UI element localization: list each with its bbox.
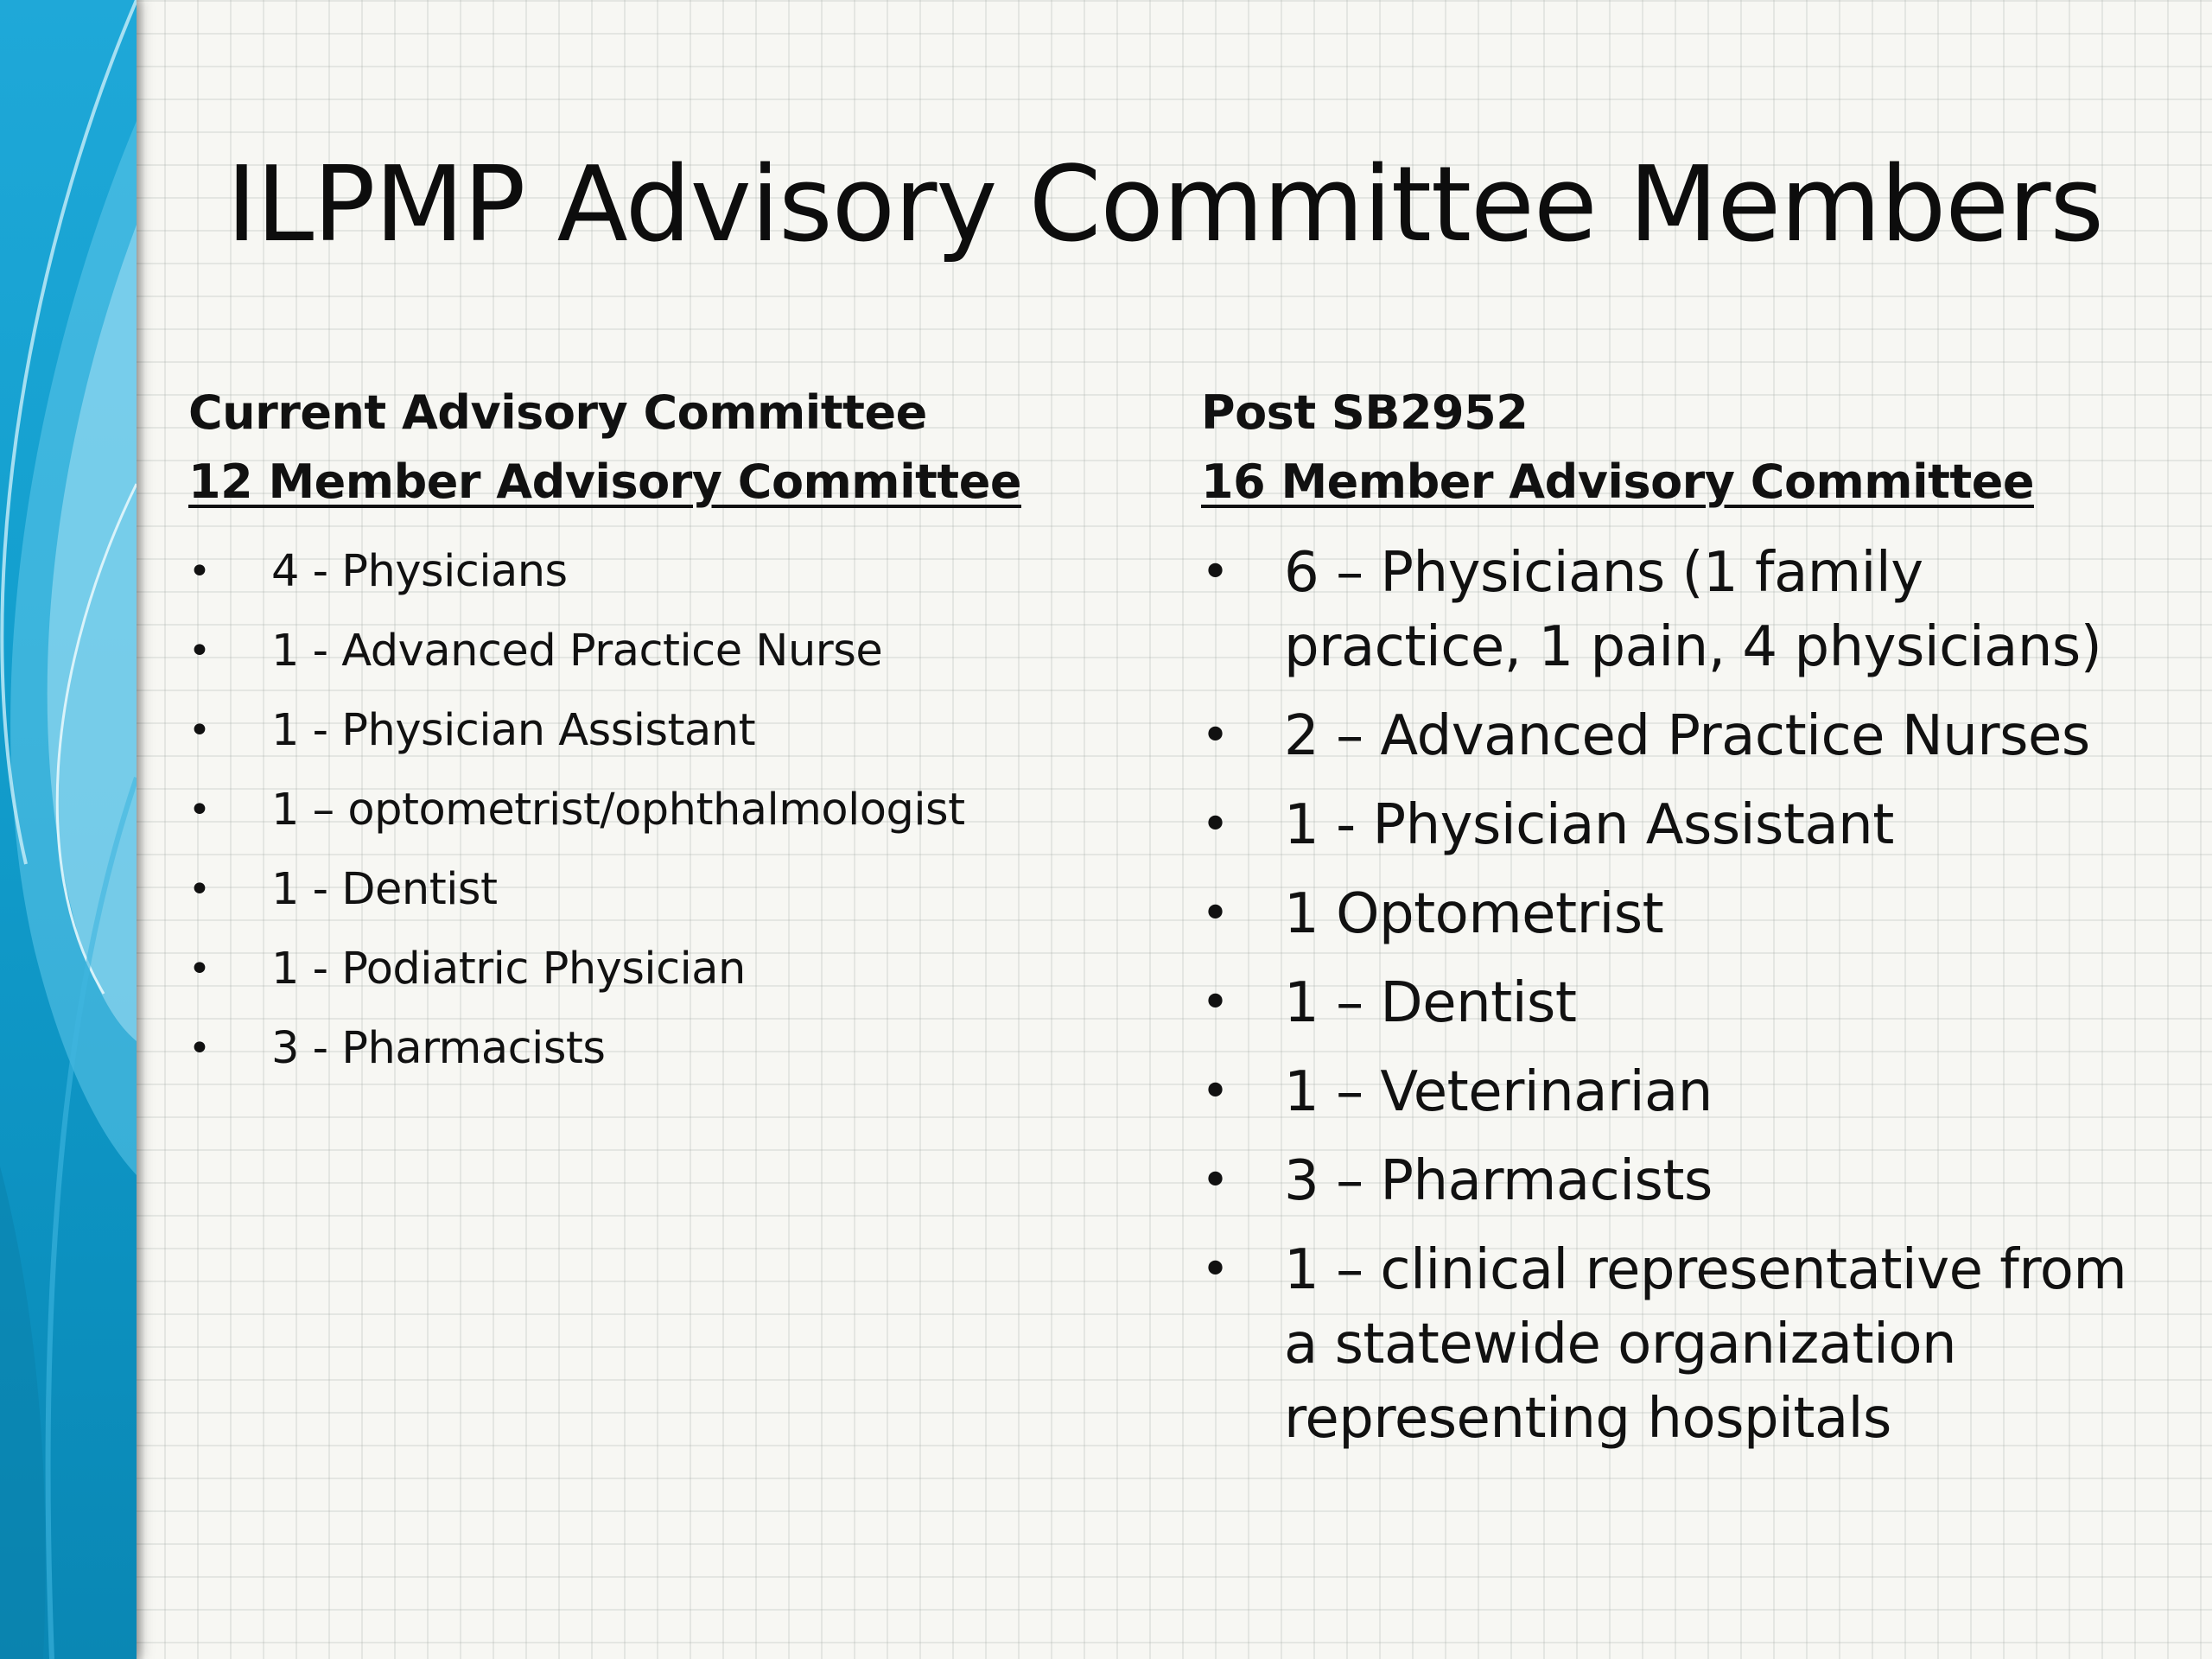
list-item: • 1 – optometrist/ophthalmologist	[188, 771, 1165, 850]
list-item: • 1 – Dentist	[1201, 966, 2169, 1040]
bullet-icon: •	[1201, 975, 1230, 1031]
post-sb2952-list	[1201, 536, 2169, 1456]
list-item: • 1 - Physician Assistant	[1201, 788, 2169, 862]
bullet-icon: •	[1201, 1153, 1230, 1209]
bullet-icon: •	[188, 788, 211, 832]
bullet-icon: •	[1201, 544, 1230, 601]
current-committee-subheading: 12 Member Advisory Committee	[188, 454, 1021, 509]
post-sb2952-subheading: 16 Member Advisory Committee	[1201, 454, 2034, 509]
bullet-icon: •	[1201, 797, 1230, 853]
bullet-icon: •	[188, 868, 211, 912]
current-committee-heading: Current Advisory Committee	[188, 385, 927, 440]
list-item: • 3 – Pharmacists	[1201, 1144, 2169, 1218]
bullet-icon: •	[188, 629, 211, 673]
list-item: • 1 - Podiatric Physician	[188, 930, 1165, 1009]
side-band-shadow	[137, 0, 145, 1659]
swoosh-graphic	[0, 0, 137, 1659]
current-committee-column	[188, 378, 1165, 1089]
post-sb2952-column	[1201, 378, 2169, 1471]
list-item: • 1 – Veterinarian	[1201, 1055, 2169, 1129]
post-sb2952-heading: Post SB2952	[1201, 385, 1529, 440]
list-item: • 4 - Physicians	[188, 532, 1165, 612]
bullet-icon: •	[188, 550, 211, 594]
bullet-icon: •	[188, 1027, 211, 1071]
bullet-icon: •	[1201, 1064, 1230, 1120]
bullet-icon: •	[1201, 708, 1230, 764]
slide-title: ILPMP Advisory Committee Members	[226, 145, 2103, 265]
current-committee-list	[188, 532, 1165, 1089]
list-item: • 6 – Physicians (1 family practice, 1 pain, 4 physicians)	[1201, 536, 2169, 684]
bullet-icon: •	[1201, 886, 1230, 942]
list-item: • 1 - Advanced Practice Nurse	[188, 612, 1165, 691]
bullet-icon: •	[1201, 1242, 1230, 1298]
decorative-side-band	[0, 0, 137, 1659]
list-item: • 1 - Physician Assistant	[188, 691, 1165, 771]
bullet-icon: •	[188, 709, 211, 753]
bullet-icon: •	[188, 947, 211, 991]
list-item: • 1 Optometrist	[1201, 877, 2169, 951]
list-item: • 3 - Pharmacists	[188, 1009, 1165, 1089]
list-item: • 2 – Advanced Practice Nurses	[1201, 699, 2169, 773]
list-item: • 1 - Dentist	[188, 850, 1165, 930]
list-item: • 1 – clinical representative from a statewide organization representing hospitals	[1201, 1233, 2169, 1456]
